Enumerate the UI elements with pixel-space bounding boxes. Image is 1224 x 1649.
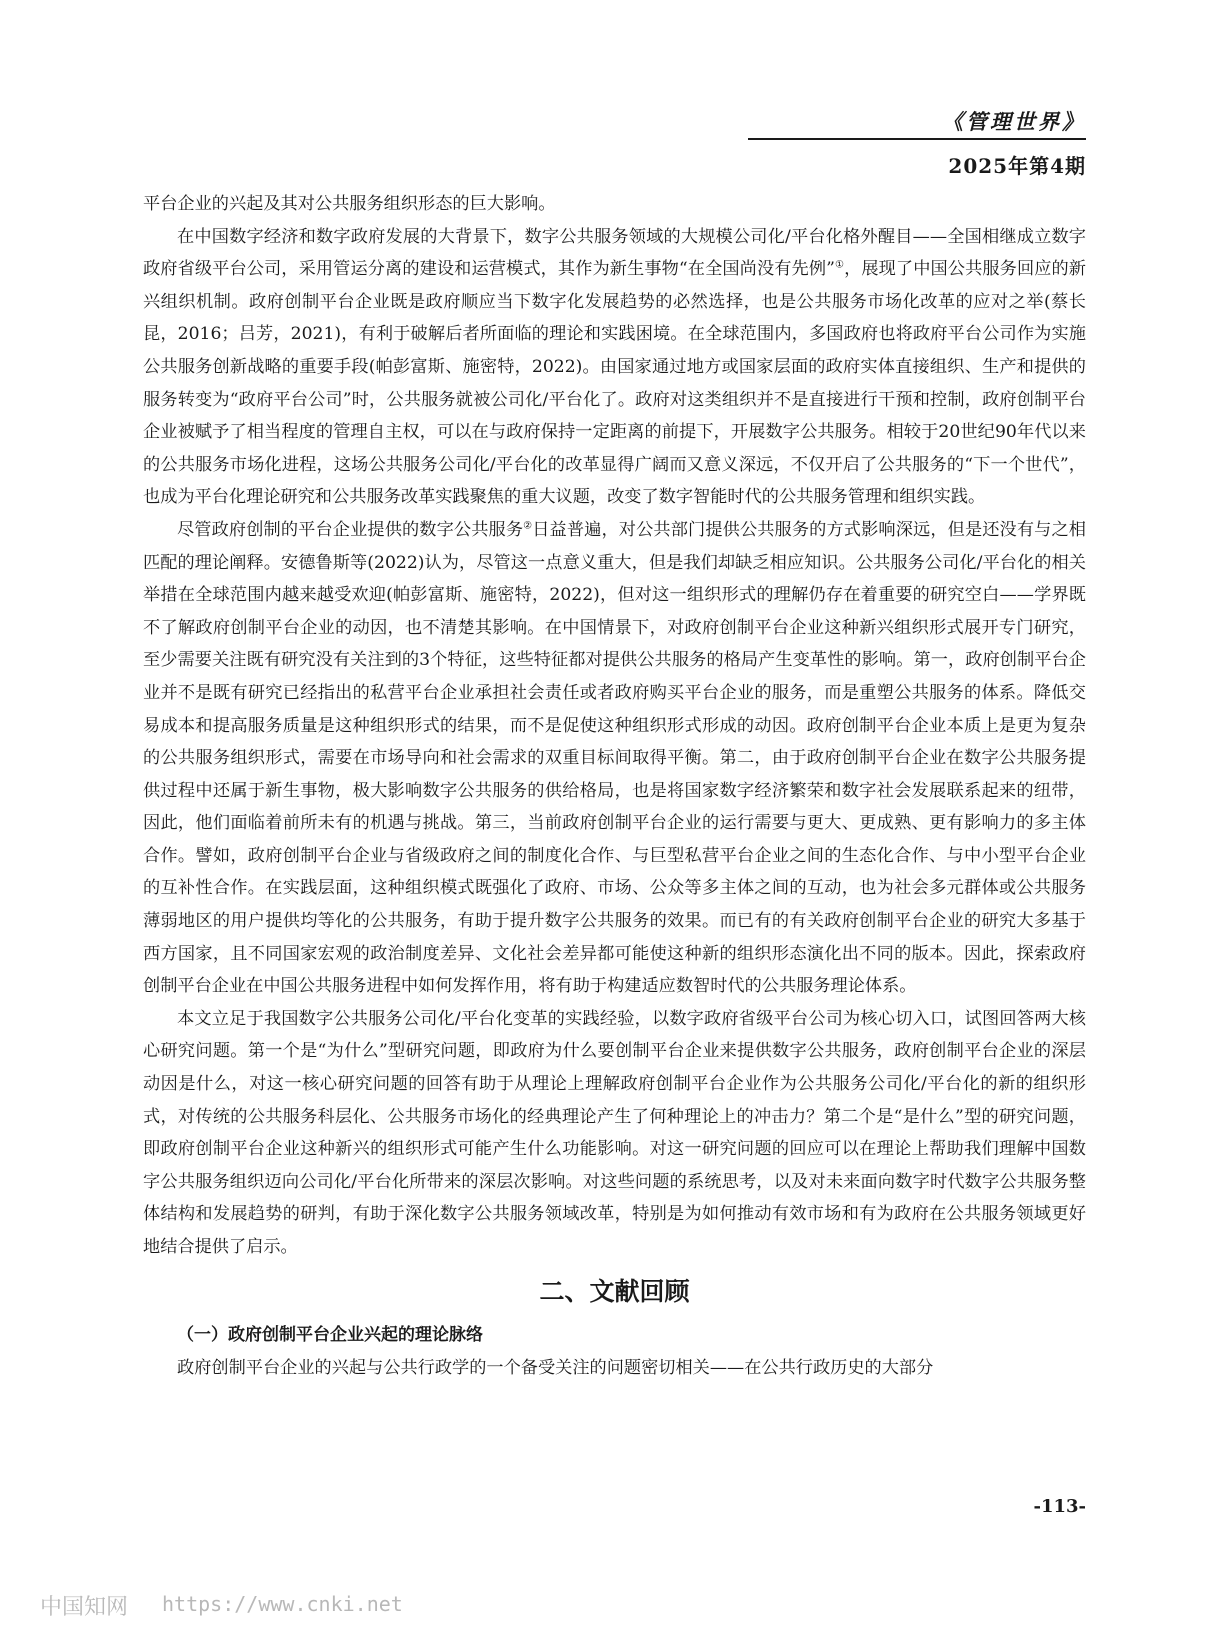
paragraph-5: 政府创制平台企业的兴起与公共行政学的一个备受关注的问题密切相关——在公共行政历史的大部分 bbox=[177, 1357, 934, 1378]
cnki-logo: 中国知网 bbox=[40, 1595, 129, 1620]
paragraph-4: 本文立足于我国数字公共服务公司化/平台化变革的实践经验，以数字政府省级平台公司为核心切入口，试图回答两大核心研究问题。第一个是“为什么”型研究问题，即政府为什么要创制平台企业来提供数字公共服务，政府创制平台企业的深层动因是什么，对这一核心研究问题的回答有助于从理论上理解政府创制平台企业作为公共服务公司化/平台化的新的组织形式，对传统的公共服务科层化、公共服务市场化的经典理论产生了何种理论上的冲击力？第二个是“是什么”型的研究问题，即政府创制平台企业这种新兴的组织形式可能产生什么功能影响。对这一研究问题的回应可以在理论上帮助我们理解中国数字公共服务组织迈向公司化/平台化所带来的深层次影响。对这些问题的系统思考，以及对未来面向数字时代数字公共服务整体结构和发展趋势的研判，有助于深化数字公共服务领域改革，特别是为如何推动有效市场和有为政府在公共服务领域更好地结合提供了启示。 bbox=[143, 1008, 1086, 1257]
page-number: -113- bbox=[1033, 1496, 1086, 1517]
issue-label: 2025年第4期 bbox=[948, 154, 1086, 178]
paragraph-3-part-a: 尽管政府创制的平台企业提供的数字公共服务 bbox=[177, 519, 524, 540]
journal-title: 《管理世界》 bbox=[942, 109, 1086, 134]
paragraph-1: 平台企业的兴起及其对公共服务组织形态的巨大影响。 bbox=[143, 194, 556, 214]
paragraph-2-part-a: 在中国数字经济和数字政府发展的大背景下，数字公共服务领域的大规模公司化/平台化格外醒目——全国相继成立数字政府省级平台公司，采用管运分离的建设和运营模式，其作为新生事物“在全国尚没有先例” bbox=[143, 226, 1086, 280]
header-divider bbox=[748, 138, 1086, 140]
article-body bbox=[143, 188, 1086, 1384]
paragraph-3-part-b: 日益普遍，对公共部门提供公共服务的方式影响深远，但是还没有与之相匹配的理论阐释。安德鲁斯等(2022)认为，尽管这一点意义重大，但是我们却缺乏相应知识。公共服务公司化/平台化的相关举措在全球范围内越来越受欢迎(帕彭富斯、施密特，2022)，但对这一组织形式的理解仍存在着重要的研究空白——学界既不了解政府创制平台企业的动因，也不清楚其影响。在中国情景下，对政府创制平台企业这种新兴组织形式展开专门研究，至少需要关注既有研究没有关注到的3个特征，这些特征都对提供公共服务的格局产生变革性的影响。第一，政府创制平台企业并不是既有研究已经指出的私营平台企业承担社会责任或者政府购买平台企业的服务，而是重塑公共服务的体系。降低交易成本和提高服务质量是这种组织形式的结果，而不是促使这种组织形式形成的动因。政府创制平台企业本质上是更为复杂的公共服务组织形式，需要在市场导向和社会需求的双重目标间取得平衡。第二，由于政府创制平台企业在数字公共服务提供过程中还属于新生事物，极大影响数字公共服务的供给格局，也是将国家数字经济繁荣和数字社会发展联系起来的纽带，因此，他们面临着前所未有的机遇与挑战。第三，当前政府创制平台企业的运行需要与更大、更成熟、更有影响力的多主体合作。譬如，政府创制平台企业与省级政府之间的制度化合作、与巨型私营平台企业之间的生态化合作、与中小型平台企业的互补性合作。在实践层面，这种组织模式既强化了政府、市场、公众等多主体之间的互动，也为社会多元群体或公共服务薄弱地区的用户提供均等化的公共服务，有助于提升数字公共服务的效果。而已有的有关政府创制平台企业的研究大多基于西方国家，且不同国家宏观的政治制度差异、文化社会差异都可能使这种新的组织形态演化出不同的版本。因此，探索政府创制平台企业在中国公共服务进程中如何发挥作用，将有助于构建适应数智时代的公共服务理论体系。 bbox=[143, 519, 1086, 997]
paragraph-2-part-b: ，展现了中国公共服务回应的新兴组织机制。政府创制平台企业既是政府顺应当下数字化发展趋势的必然选择，也是公共服务市场化改革的应对之举(蔡长昆，2016；吕芳，2021)，有利于破解后者所面临的理论和实践困境。在全球范围内，多国政府也将政府平台公司作为实施公共服务创新战略的重要手段(帕彭富斯、施密特，2022)。由国家通过地方或国家层面的政府实体直接组织、生产和提供的服务转变为“政府平台公司”时，公共服务就被公司化/平台化了。政府对这类组织并不是直接进行干预和控制，政府创制平台企业被赋予了相当程度的管理自主权，可以在与政府保持一定距离的前提下，开展数字公共服务。相较于20世纪90年代以来的公共服务市场化进程，这场公共服务公司化/平台化的改革显得广阔而又意义深远，不仅开启了公共服务的“下一个世代”，也成为平台化理论研究和公共服务改革实践聚焦的重大议题，改变了数字智能时代的公共服务管理和组织实践。 bbox=[143, 259, 1086, 508]
footnote-marker-1: ① bbox=[834, 259, 845, 271]
subsection-heading: （一）政府创制平台企业兴起的理论脉络 bbox=[177, 1324, 483, 1345]
paragraph-2 bbox=[143, 221, 1086, 514]
paragraph-3 bbox=[143, 514, 1086, 1003]
footnote-marker-2: ② bbox=[523, 520, 533, 532]
cnki-url[interactable]: https://www.cnki.net bbox=[162, 1592, 403, 1616]
section-heading: 二、文献回顾 bbox=[539, 1276, 690, 1306]
